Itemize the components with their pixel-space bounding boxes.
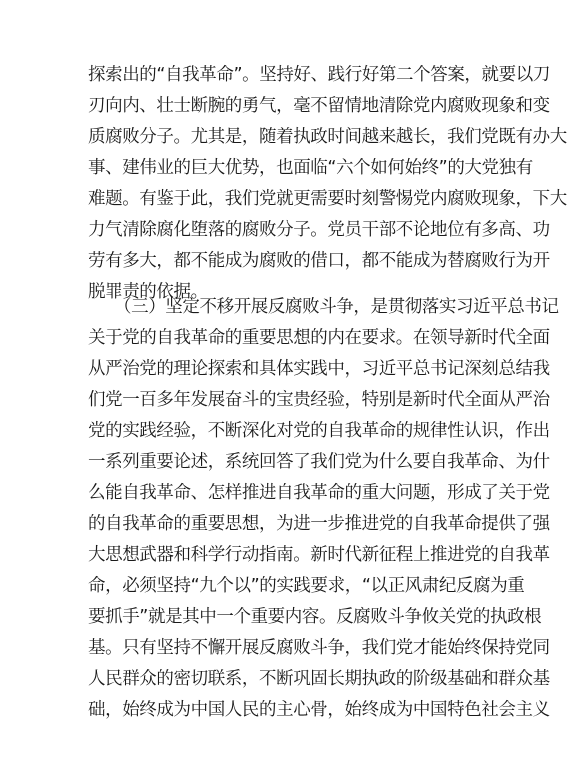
text-line: 质腐败分子。尤其是，随着执政时间越来越长，我们党既有办大 bbox=[88, 127, 567, 147]
text-line: 一系列重要论述，系统回答了我们党为什么要自我革命、为什 bbox=[88, 452, 550, 472]
text-line: 党的实践经验，不断深化对党的自我革命的规律性认识，作出 bbox=[88, 421, 550, 441]
text-line: 人民群众的密切联系，不断巩固长期执政的阶级基础和群众基 bbox=[88, 669, 550, 689]
text-line: 大思想武器和科学行动指南。新时代新征程上推进党的自我革 bbox=[88, 545, 550, 565]
text-line: 从严治党的理论探索和具体实践中，习近平总书记深刻总结我 bbox=[88, 359, 550, 379]
text-line: 脱罪责的依据。 bbox=[88, 282, 208, 302]
text-line: 劳有多大，都不能成为腐败的借口，都不能成为替腐败行为开 bbox=[88, 251, 550, 271]
text-line: （三）坚定不移开展反腐败斗争，是贯彻落实习近平总书记 bbox=[114, 297, 559, 317]
text-line: 难题。有鉴于此，我们党就更需要时刻警惕党内腐败现象，下大 bbox=[88, 189, 567, 209]
text-line: 探索出的“自我革命”。坚持好、践行好第二个答案，就要以刀 bbox=[88, 65, 550, 85]
text-line: 刃向内、壮士断腕的勇气，毫不留情地清除党内腐败现象和变 bbox=[88, 96, 550, 116]
text-line: 力气清除腐化堕落的腐败分子。党员干部不论地位有多高、功 bbox=[88, 220, 550, 240]
text-line: 基。只有坚持不懈开展反腐败斗争，我们党才能始终保持党同 bbox=[88, 638, 550, 658]
text-line: 们党一百多年发展奋斗的宝贵经验，特别是新时代全面从严治 bbox=[88, 390, 550, 410]
text-line: 事、建伟业的巨大优势，也面临“六个如何始终”的大党独有 bbox=[88, 158, 533, 178]
text-line: 的自我革命的重要思想，为进一步推进党的自我革命提供了强 bbox=[88, 514, 550, 534]
text-line: 要抓手”就是其中一个重要内容。反腐败斗争攸关党的执政根 bbox=[88, 607, 542, 627]
text-line: 命，必须坚持“九个以”的实践要求，“以正风肃纪反腐为重 bbox=[88, 576, 525, 596]
paragraph-anti-corruption bbox=[88, 292, 559, 726]
text-line: 关于党的自我革命的重要思想的内在要求。在领导新时代全面 bbox=[88, 328, 550, 348]
text-line: 础，始终成为中国人民的主心骨，始终成为中国特色社会主义 bbox=[88, 700, 550, 720]
text-line: 么能自我革命、怎样推进自我革命的重大问题，形成了关于党 bbox=[88, 483, 550, 503]
